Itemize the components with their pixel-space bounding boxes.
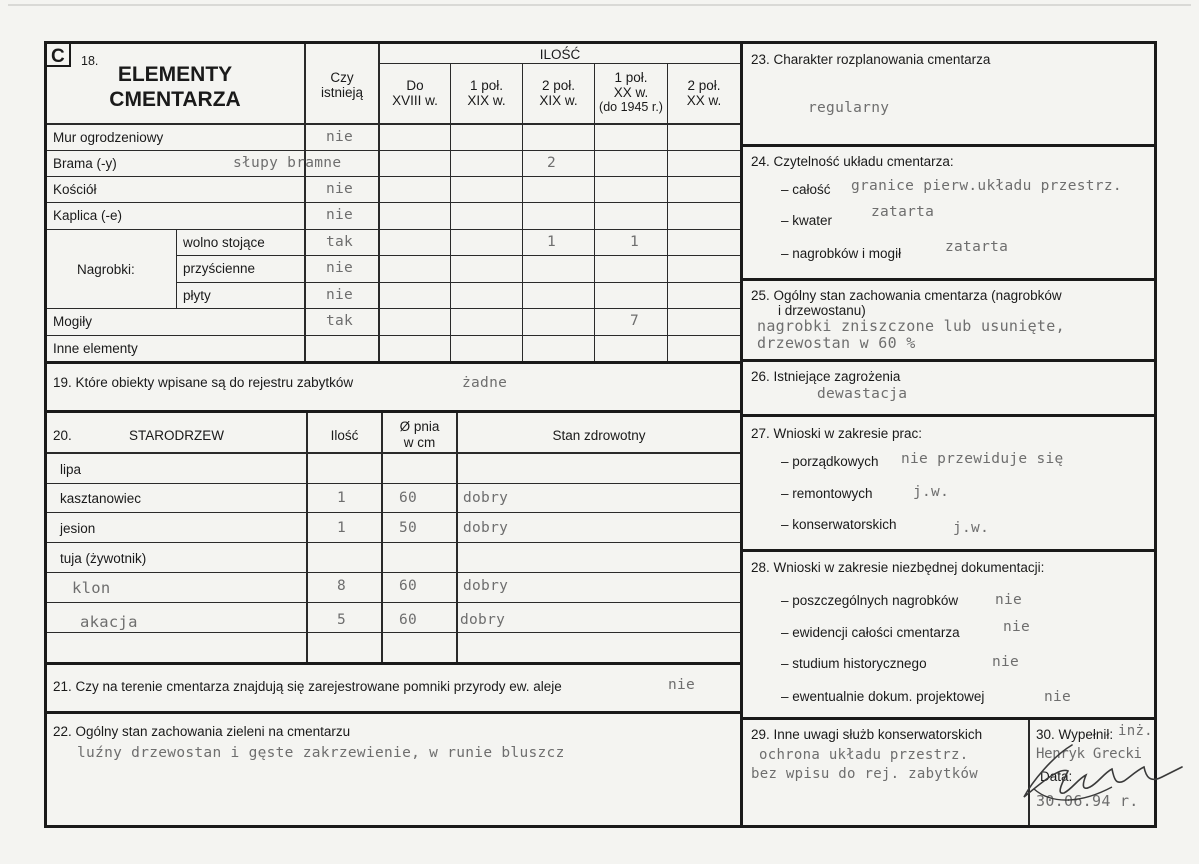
q19-value: żadne (462, 375, 508, 391)
q26-label: 26. Istniejące zagrożenia (751, 369, 901, 384)
q25-value-line1: nagrobki zniszczone lub usunięte, (757, 317, 1065, 335)
col-header-quantity: ILOŚĆ (539, 47, 581, 62)
q30-label: 30. Wypełnił: (1036, 727, 1114, 742)
element-row-label: Kaplica (-e) (53, 208, 123, 223)
period-header: XX w. (613, 85, 649, 100)
q25-label-line2: i drzewostanu) (778, 303, 866, 318)
q20-title: STARODRZEW (129, 428, 224, 443)
tree-qty: 8 (337, 578, 347, 594)
section-title-line2: CMENTARZA (109, 88, 241, 111)
q20-number: 20. (53, 428, 72, 443)
q30-value-line1: inż. (1118, 723, 1153, 739)
q27-item-value: j.w. (913, 484, 950, 500)
period-header: (do 1945 r.) (599, 100, 663, 114)
q30-value-line2: Henryk Grecki (1036, 746, 1142, 762)
section-letter: C (51, 46, 65, 67)
tree-qty: 5 (337, 612, 347, 628)
element-row-exists: nie (326, 207, 354, 223)
q24-item-label: – kwater (781, 213, 833, 228)
q28-item-value: nie (1003, 619, 1031, 635)
element-row-exists: nie (326, 260, 354, 276)
q27-item-value: j.w. (953, 520, 990, 536)
tree-diameter: 50 (399, 520, 418, 536)
period-header: XIX w. (539, 93, 578, 108)
q30-date-label: Data: (1040, 769, 1073, 784)
tree-diameter: 60 (399, 578, 418, 594)
q26-value: dewastacja (817, 386, 908, 402)
nagrobki-label: Nagrobki: (77, 262, 135, 277)
tree-health: dobry (460, 612, 506, 628)
period-header: 1 poł. (614, 70, 648, 85)
section-number: 18. (81, 54, 99, 68)
tree-qty: 1 (337, 490, 347, 506)
tree-health: dobry (463, 578, 509, 594)
q19-label: 19. Które obiekty wpisane są do rejestru zabytków (53, 375, 354, 390)
element-row-label: przyścienne (183, 261, 256, 276)
period-header: 1 poł. (469, 78, 504, 93)
q23-label: 23. Charakter rozplanowania cmentarza (751, 52, 991, 67)
element-row-exists: tak (326, 313, 354, 329)
element-row-exists: słupy bramne (233, 155, 342, 171)
q24-item-value: zatarta (945, 239, 1009, 255)
q28-item-label: – ewentualnie dokum. projektowej (781, 689, 985, 704)
q29-label: 29. Inne uwagi służb konserwatorskich (751, 727, 983, 742)
period-header: XX w. (686, 93, 722, 108)
q22-value: luźny drzewostan i gęste zakrzewienie, w runie bluszcz (77, 745, 565, 761)
q21-label: 21. Czy na terenie cmentarza znajdują się zarejestrowane pomniki przyrody ew. aleje (53, 679, 562, 694)
period-header: XIX w. (467, 93, 506, 108)
q20-col-qty: Ilość (330, 428, 359, 443)
element-row-exists: tak (326, 234, 354, 250)
element-row-qty: 7 (630, 313, 640, 329)
element-row-label: Inne elementy (53, 341, 138, 356)
element-row-qty: 1 (547, 234, 557, 250)
q28-item-value: nie (1044, 689, 1072, 705)
q20-col-health: Stan zdrowotny (552, 428, 646, 443)
q28-label: 28. Wnioski w zakresie niezbędnej dokumentacji: (751, 560, 1045, 575)
q27-item-label: – porządkowych (781, 454, 879, 469)
element-row-qty: 1 (630, 234, 640, 250)
period-header: 2 poł. (541, 78, 576, 93)
q30-date-value: 30.06.94 r. (1036, 792, 1139, 810)
q24-item-label: – nagrobków i mogił (781, 246, 902, 261)
col-header-exists: Czy istnieją (320, 70, 364, 100)
q20-col-diam-line2: w cm (403, 435, 436, 450)
q20-col-diam-line1: Ø pnia (399, 419, 440, 434)
tree-name: klon (72, 579, 111, 597)
element-row-exists: nie (326, 129, 354, 145)
q24-item-value: granice pierw.układu przestrz. (851, 178, 1122, 194)
q27-item-value: nie przewiduje się (901, 451, 1064, 467)
tree-name: lipa (60, 462, 82, 477)
q24-label: 24. Czytelność układu cmentarza: (751, 154, 954, 169)
q25-value-line2: drzewostan w 60 % (757, 334, 916, 352)
q27-label: 27. Wnioski w zakresie prac: (751, 426, 923, 441)
tree-name: kasztanowiec (60, 491, 142, 506)
card-edge-line (8, 4, 1191, 6)
signature-mark (1012, 727, 1199, 822)
q28-item-label: – studium historycznego (781, 656, 927, 671)
element-row-label: wolno stojące (183, 235, 265, 250)
tree-health: dobry (463, 520, 509, 536)
element-row-qty: 2 (547, 155, 557, 171)
element-row-exists: nie (326, 181, 354, 197)
q24-item-label: – całość (781, 182, 831, 197)
q25-label-line1: 25. Ogólny stan zachowania cmentarza (nagrobków (751, 288, 1062, 303)
section-title-line1: ELEMENTY (117, 63, 233, 86)
element-row-label: Kościół (53, 182, 97, 197)
period-header: XVIII w. (392, 93, 438, 108)
q27-item-label: – remontowych (781, 486, 873, 501)
element-row-exists: nie (326, 287, 354, 303)
q23-value: regularny (808, 100, 890, 116)
q28-item-label: – ewidencji całości cmentarza (781, 625, 960, 640)
tree-qty: 1 (337, 520, 347, 536)
q28-item-value: nie (995, 592, 1023, 608)
tree-name: jesion (60, 521, 96, 536)
q24-item-value: zatarta (871, 204, 935, 220)
tree-name: akacja (80, 613, 138, 631)
element-row-label: Brama (-y) (53, 156, 117, 171)
q28-item-label: – poszczególnych nagrobków (781, 593, 959, 608)
q28-item-value: nie (992, 654, 1020, 670)
q27-item-label: – konserwatorskich (781, 517, 897, 532)
period-header: 2 poł. (687, 78, 721, 93)
element-row-label: Mogiły (53, 314, 93, 329)
q29-value-line2: bez wpisu do rej. zabytków (751, 766, 978, 782)
tree-diameter: 60 (399, 490, 418, 506)
q29-value-line1: ochrona układu przestrz. (759, 747, 969, 763)
period-header: Do (406, 78, 424, 93)
element-row-label: płyty (183, 288, 211, 303)
q21-value: nie (668, 677, 696, 693)
q22-label: 22. Ogólny stan zachowania zieleni na cmentarzu (53, 724, 351, 739)
tree-diameter: 60 (399, 612, 418, 628)
tree-name: tuja (żywotnik) (60, 551, 147, 566)
element-row-label: Mur ogrodzeniowy (53, 130, 164, 145)
tree-health: dobry (463, 490, 509, 506)
